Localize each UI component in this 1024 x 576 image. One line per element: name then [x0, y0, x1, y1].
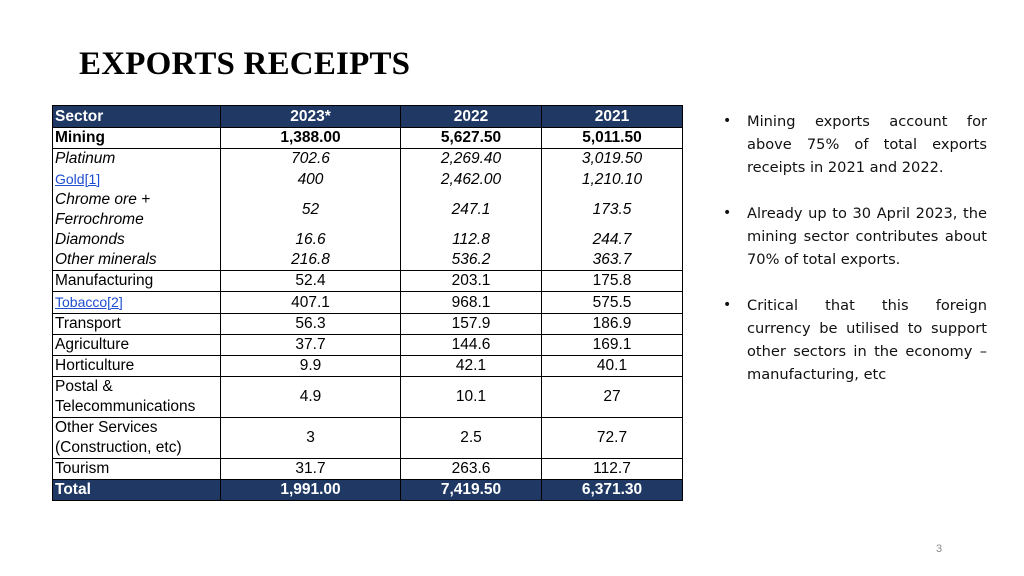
total-2022: 7,419.50	[401, 480, 542, 501]
row-2021: 175.8	[542, 271, 683, 292]
bullet-item	[723, 294, 987, 386]
row-2021: 27	[542, 377, 683, 418]
row-2022: 42.1	[401, 356, 542, 377]
row-sector	[53, 292, 221, 314]
row-2021: 1,210.10	[542, 169, 683, 190]
bullet-text: Mining exports account for above 75% of total exports receipts in 2021 and 2022.	[747, 113, 987, 176]
row-2022: 10.1	[401, 377, 542, 418]
row-2022: 247.1	[401, 190, 542, 230]
row-2022: 112.8	[401, 230, 542, 250]
total-2021: 6,371.30	[542, 480, 683, 501]
table-row-gold	[53, 169, 683, 190]
row-2021: 244.7	[542, 230, 683, 250]
row-2021: 173.5	[542, 190, 683, 230]
row-sector: Other minerals	[53, 250, 221, 271]
row-2022: 5,627.50	[401, 128, 542, 149]
table-row-mining	[53, 128, 683, 149]
row-2023: 52	[221, 190, 401, 230]
row-2023: 16.6	[221, 230, 401, 250]
page-number: 3	[936, 543, 943, 555]
row-2023: 216.8	[221, 250, 401, 271]
row-2023: 52.4	[221, 271, 401, 292]
bullet-text: Critical that this foreign currency be utilised to support other sectors in the economy – manufacturing, etc	[747, 297, 987, 383]
row-sector: Other Services (Construction, etc)	[53, 418, 221, 459]
row-2022: 203.1	[401, 271, 542, 292]
header-2021: 2021	[542, 106, 683, 128]
row-2023: 400	[221, 169, 401, 190]
table-row-tobacco	[53, 292, 683, 314]
table-row-tourism	[53, 459, 683, 480]
row-2023: 3	[221, 418, 401, 459]
row-2021: 112.7	[542, 459, 683, 480]
row-2021: 5,011.50	[542, 128, 683, 149]
row-2022: 263.6	[401, 459, 542, 480]
gold-footnote-link[interactable]: Gold[1]	[55, 171, 101, 187]
table-row-chrome	[53, 190, 683, 230]
bullet-item	[723, 202, 987, 271]
table-header-row	[53, 106, 683, 128]
row-2021: 3,019.50	[542, 149, 683, 170]
row-2022: 2.5	[401, 418, 542, 459]
bullet-dot-icon: •	[723, 297, 732, 313]
bullet-list	[723, 110, 987, 409]
row-sector: Transport	[53, 314, 221, 335]
row-2021: 186.9	[542, 314, 683, 335]
table-row-transport	[53, 314, 683, 335]
row-sector: Tourism	[53, 459, 221, 480]
row-2023: 9.9	[221, 356, 401, 377]
row-sector: Agriculture	[53, 335, 221, 356]
row-sector: Postal & Telecommunications	[53, 377, 221, 418]
row-2023: 37.7	[221, 335, 401, 356]
table-row-postal	[53, 377, 683, 418]
row-2022: 157.9	[401, 314, 542, 335]
table-row-horticulture	[53, 356, 683, 377]
row-2022: 2,269.40	[401, 149, 542, 170]
bullet-item	[723, 110, 987, 179]
total-label: Total	[53, 480, 221, 501]
row-sector: Mining	[53, 128, 221, 149]
row-sector: Platinum	[53, 149, 221, 170]
row-2021: 40.1	[542, 356, 683, 377]
table-row-other-minerals	[53, 250, 683, 271]
slide-title: EXPORTS RECEIPTS	[79, 46, 411, 82]
row-sector: Chrome ore + Ferrochrome	[53, 190, 221, 230]
bullet-dot-icon: •	[723, 205, 732, 221]
row-2022: 144.6	[401, 335, 542, 356]
row-2021: 169.1	[542, 335, 683, 356]
table-row-diamonds	[53, 230, 683, 250]
row-2023: 31.7	[221, 459, 401, 480]
exports-table	[52, 105, 683, 501]
tobacco-footnote-link[interactable]: Tobacco[2]	[55, 294, 123, 310]
header-sector: Sector	[53, 106, 221, 128]
row-2021: 575.5	[542, 292, 683, 314]
row-2021: 72.7	[542, 418, 683, 459]
row-2022: 2,462.00	[401, 169, 542, 190]
row-2023: 56.3	[221, 314, 401, 335]
header-2022: 2022	[401, 106, 542, 128]
bullet-text: Already up to 30 April 2023, the mining sector contributes about 70% of total exports.	[747, 205, 987, 268]
row-sector	[53, 169, 221, 190]
table-row-total	[53, 480, 683, 501]
table-row-agriculture	[53, 335, 683, 356]
row-2022: 536.2	[401, 250, 542, 271]
table-row-manufacturing	[53, 271, 683, 292]
row-2023: 407.1	[221, 292, 401, 314]
row-2022: 968.1	[401, 292, 542, 314]
row-2023: 4.9	[221, 377, 401, 418]
row-2023: 702.6	[221, 149, 401, 170]
row-sector: Horticulture	[53, 356, 221, 377]
row-sector: Diamonds	[53, 230, 221, 250]
row-2021: 363.7	[542, 250, 683, 271]
bullet-dot-icon: •	[723, 113, 732, 129]
total-2023: 1,991.00	[221, 480, 401, 501]
row-sector: Manufacturing	[53, 271, 221, 292]
table-row-platinum	[53, 149, 683, 170]
row-2023: 1,388.00	[221, 128, 401, 149]
table-row-other-services	[53, 418, 683, 459]
header-2023: 2023*	[221, 106, 401, 128]
